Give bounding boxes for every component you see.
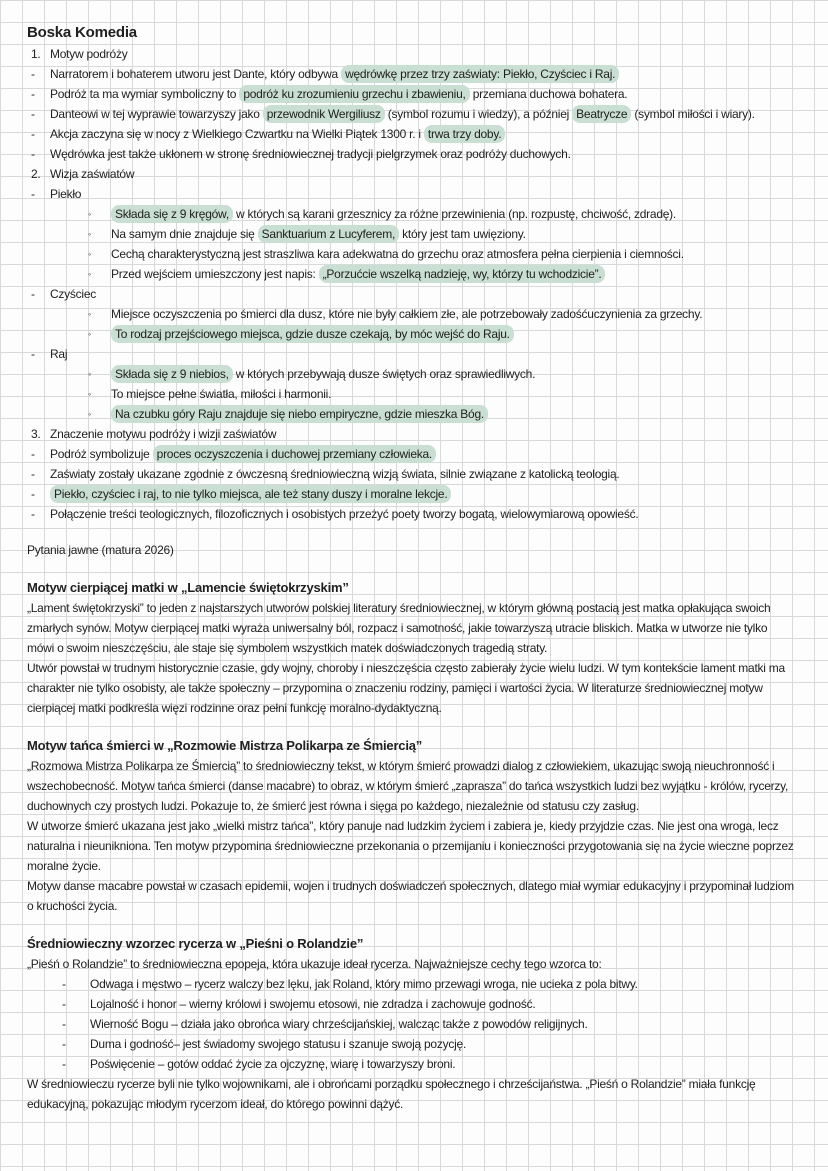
text-segment: Zaświaty zostały ukazane zgodnie z ówczesną średniowieczną wizją świata, silnie związane z katolicką teologią. [50, 467, 620, 481]
text-segment: Raj [50, 347, 68, 361]
outline-text [111, 244, 794, 264]
dash-bullet-marker: - [31, 447, 35, 461]
paragraph: W utworze śmierć ukazana jest jako „wielki mistrz tańca”, który panuje nad ludzkim życiem i zabiera je, kiedy przyjdzie czas. Nie jest ona wroga, lecz naturalna i nieunikniona. Ten motyw przypomina średniowieczne przekonania o przemijaniu i konieczności przygotowania się na życie wieczne poprzez moralne życie. [27, 819, 794, 873]
highlighted-text: Beatrycze [572, 105, 631, 123]
text-segment: Piekło [50, 187, 82, 201]
dash-bullet-marker: - [31, 67, 35, 81]
outline-item [27, 464, 794, 484]
outline-item [27, 204, 794, 224]
outline-text [50, 504, 794, 524]
exam-note: Pytania jawne (matura 2026) [27, 543, 174, 557]
dash-bullet-marker: - [31, 487, 35, 501]
dash-bullet-marker: - [31, 107, 35, 121]
sections [27, 578, 794, 1114]
dash-bullet-marker: - [31, 507, 35, 521]
text-segment: (symbol rozumu i wiedzy), a później [384, 107, 573, 121]
outline-text [111, 324, 794, 344]
outline-text [50, 464, 794, 484]
bullet-text: Odwaga i męstwo – rycerz walczy bez lęku, jak Roland, który mimo przewagi wroga, nie ucieka z pola bitwy. [90, 977, 638, 991]
highlighted-text: przewodnik Wergiliusz [263, 105, 385, 123]
dash-bullet-marker: - [31, 347, 35, 361]
outline-item [27, 44, 794, 64]
circle-bullet-marker: ◦ [88, 269, 91, 279]
outline-text [50, 84, 794, 104]
outline-item [27, 84, 794, 104]
outline-text [50, 44, 794, 64]
highlighted-text: trwa trzy doby. [424, 125, 505, 143]
paragraph: „Lament świętokrzyski” to jeden z najstarszych utworów polskiej literatury średniowiecznej, w którym główną postacią jest matka opłakująca swoich zmarłych synów. Motyw cierpiącej matki wyraża uniwersalny ból, rozpacz i samotność, jakie towarzyszą utracie bliskich. Matka w utworze nie tylko mówi o swoim nieszczęściu, ale staje się symbolem wszystkich matek doświadczonych tragedią straty. [27, 601, 771, 655]
text-segment: Na samym dnie znajduje się [111, 227, 258, 241]
highlighted-text: Na czubku góry Raju znajduje się niebo empiryczne, gdzie mieszka Bóg. [111, 405, 488, 423]
highlighted-text: Sanktuarium z Lucyferem, [258, 225, 399, 243]
highlighted-text: wędrówkę przez trzy zaświaty: Piekło, Czyściec i Raj. [341, 65, 619, 83]
bullet-text: Poświęcenie – gotów oddać życie za ojczyznę, wiarę i towarzyszy broni. [90, 1057, 456, 1071]
circle-bullet-marker: ◦ [88, 409, 91, 419]
note-section [27, 934, 794, 1114]
number-marker: 2. [31, 167, 41, 181]
outline-text [50, 424, 794, 444]
outline-item [27, 244, 794, 264]
paragraph: Utwór powstał w trudnym historycznie czasie, gdy wojny, choroby i nieszczęścia często zabierały życie wielu ludzi. W tym kontekście lament matki ma charakter nie tylko osobisty, ale także społeczny – przypomina o znaczeniu rodziny, pamięci i wartości życia. W literaturze średniowiecznej motyw cierpiącej matki podkreśla więzi rodzinne oraz pełni funkcję moralno-dydaktyczną. [27, 661, 785, 715]
bullet-text: Duma i godność– jest świadomy swojego statusu i szanuje swoją pozycję. [90, 1037, 467, 1051]
paragraph: „Pieśń o Rolandzie” to średniowieczna epopeja, która ukazuje ideał rycerza. Najważniejsze cechy tego wzorca to: [27, 957, 602, 971]
circle-bullet-marker: ◦ [88, 369, 91, 379]
outline-item [27, 404, 794, 424]
text-segment: Podróż ta ma wymiar symboliczny to [50, 87, 240, 101]
outline-item [27, 444, 794, 464]
text-segment: w których przebywają dusze świętych oraz sprawiedliwych. [232, 367, 536, 381]
outline-item [27, 284, 794, 304]
circle-bullet-marker: ◦ [88, 329, 91, 339]
outline-text [50, 164, 794, 184]
circle-bullet-marker: ◦ [88, 229, 91, 239]
outline-text [50, 344, 794, 364]
dash-bullet-marker: - [62, 977, 66, 991]
text-segment: który jest tam uwięziony. [399, 227, 526, 241]
text-segment: Czyściec [50, 287, 97, 301]
highlighted-text: proces oczyszczenia i duchowej przemiany człowieka. [153, 445, 436, 463]
outline-item [27, 164, 794, 184]
outline-item [27, 124, 794, 144]
dash-bullet-marker: - [62, 1057, 66, 1071]
outline-item [27, 504, 794, 524]
outline-text [50, 64, 794, 84]
dash-bullet-marker: - [31, 147, 35, 161]
outline [27, 44, 794, 524]
text-segment: Miejsce oczyszczenia po śmierci dla dusz, które nie były całkiem złe, ale potrzebowały zadośćuczynienia za grzechy. [111, 307, 703, 321]
outline-item [27, 344, 794, 364]
paragraph: W średniowieczu rycerze byli nie tylko wojownikami, ale i obrońcami porządku społecznego i chrześcijaństwa. „Pieśń o Rolandzie” miała funkcję edukacyjną, pokazując młodym rycerzom ideał, do którego powinni dążyć. [27, 1077, 756, 1111]
dash-bullet-marker: - [31, 127, 35, 141]
outline-item [27, 424, 794, 444]
outline-text [111, 264, 794, 284]
note-section [27, 578, 794, 718]
outline-text [50, 444, 794, 464]
highlighted-text: Piekło, czyściec i raj, to nie tylko miejsca, ale też stany duszy i moralne lekcje. [50, 485, 451, 503]
section-bullet-item [27, 974, 794, 994]
outline-item [27, 384, 794, 404]
outline-text [50, 104, 794, 124]
outline-text [50, 184, 794, 204]
text-segment: Podróż symbolizuje [50, 447, 153, 461]
paragraph: Motyw danse macabre powstał w czasach epidemii, wojen i trudnych doświadczeń społecznych, dlatego miał wymiar edukacyjny i przypominał ludziom o kruchości życia. [27, 879, 794, 913]
bullet-text: Wierność Bogu – działa jako obrońca wiary chrześcijańskiej, walcząc także z powodów religijnych. [90, 1017, 588, 1031]
outline-text [50, 124, 794, 144]
outline-item [27, 104, 794, 124]
outline-text [111, 384, 794, 404]
text-segment: Połączenie treści teologicznych, filozoficznych i osobistych przeżyć poety tworzy bogatą, wielowymiarową opowieść. [50, 507, 639, 521]
outline-text [50, 284, 794, 304]
outline-text [111, 224, 794, 244]
outline-item [27, 484, 794, 504]
text-segment: Danteowi w tej wyprawie towarzyszy jako [50, 107, 263, 121]
outline-text [50, 484, 794, 504]
circle-bullet-marker: ◦ [88, 309, 91, 319]
highlighted-text: Składa się z 9 kręgów, [111, 205, 233, 223]
dash-bullet-marker: - [31, 187, 35, 201]
dash-bullet-marker: - [31, 287, 35, 301]
circle-bullet-marker: ◦ [88, 389, 91, 399]
outline-text [111, 304, 794, 324]
section-heading: Motyw cierpiącej matki w „Lamencie świętokrzyskim” [27, 580, 349, 595]
dash-bullet-marker: - [62, 997, 66, 1011]
outline-item [27, 324, 794, 344]
highlighted-text: To rodzaj przejściowego miejsca, gdzie dusze czekają, by móc wejść do Raju. [111, 325, 514, 343]
bullet-text: Lojalność i honor – wierny królowi i swojemu etosowi, nie zdradza i zachowuje godność. [90, 997, 536, 1011]
outline-item [27, 184, 794, 204]
outline-text [50, 144, 794, 164]
text-segment: (symbol miłości i wiary). [631, 107, 755, 121]
circle-bullet-marker: ◦ [88, 249, 91, 259]
dash-bullet-marker: - [31, 87, 35, 101]
outline-text [111, 204, 794, 224]
section-heading: Motyw tańca śmierci w „Rozmowie Mistrza Polikarpa ze Śmiercią” [27, 738, 423, 753]
note-section [27, 736, 794, 916]
section-bullet-item [27, 1054, 794, 1074]
text-segment: Cechą charakterystyczną jest straszliwa kara adekwatna do grzechu oraz atmosfera pełna cierpienia i ciemności. [111, 247, 684, 261]
text-segment: Wędrówka jest także ukłonem w stronę średniowiecznej tradycji pielgrzymek oraz podróży duchowych. [50, 147, 571, 161]
outline-item [27, 364, 794, 384]
text-segment: przemiana duchowa bohatera. [469, 87, 628, 101]
text-segment: Motyw podróży [50, 47, 128, 61]
text-segment: Narratorem i bohaterem utworu jest Dante, który odbywa [50, 67, 342, 81]
outline-text [111, 364, 794, 384]
outline-text [111, 404, 794, 424]
paragraph: „Rozmowa Mistrza Polikarpa ze Śmiercią” to średniowieczny tekst, w którym śmierć prowadzi dialog z człowiekiem, ukazując swoją nieuchronność i wszechobecność. Motyw tańca śmierci (danse macabre) to obraz, w którym śmierć „zaprasza” do tańca wszystkich ludzi bez wyjątku - królów, rycerzy, duchownych czy prostych ludzi. Pokazuje to, że śmierć jest równa i sięga po każdego, niezależnie od statusu czy zasług. [27, 759, 789, 813]
number-marker: 1. [31, 47, 41, 61]
dash-bullet-marker: - [62, 1037, 66, 1051]
circle-bullet-marker: ◦ [88, 209, 91, 219]
text-segment: Wizja zaświatów [50, 167, 135, 181]
outline-item [27, 264, 794, 284]
dash-bullet-marker: - [62, 1017, 66, 1031]
number-marker: 3. [31, 427, 41, 441]
outline-item [27, 64, 794, 84]
section-bullet-item [27, 1034, 794, 1054]
outline-item [27, 144, 794, 164]
text-segment: Przed wejściem umieszczony jest napis: [111, 267, 319, 281]
highlighted-text: Składa się z 9 niebios, [111, 365, 233, 383]
text-segment: To miejsce pełne światła, miłości i harmonii. [111, 387, 332, 401]
text-segment: Znaczenie motywu podróży i wizji zaświatów [50, 427, 277, 441]
text-segment: w których są karani grzesznicy za różne przewinienia (np. rozpustę, chciwość, zdradę). [232, 207, 677, 221]
page-title: Boska Komedia [27, 24, 137, 41]
highlighted-text: „Porzućcie wszelką nadzieję, wy, którzy tu wchodzicie”. [319, 265, 606, 283]
outline-item [27, 304, 794, 324]
section-heading: Średniowieczny wzorzec rycerza w „Pieśni o Rolandzie” [27, 936, 364, 951]
outline-item [27, 224, 794, 244]
dash-bullet-marker: - [31, 467, 35, 481]
highlighted-text: podróż ku zrozumieniu grzechu i zbawieniu, [239, 85, 469, 103]
section-bullet-item [27, 1014, 794, 1034]
text-segment: Akcja zaczyna się w nocy z Wielkiego Czwartku na Wielki Piątek 1300 r. i [50, 127, 424, 141]
section-bullet-item [27, 994, 794, 1014]
